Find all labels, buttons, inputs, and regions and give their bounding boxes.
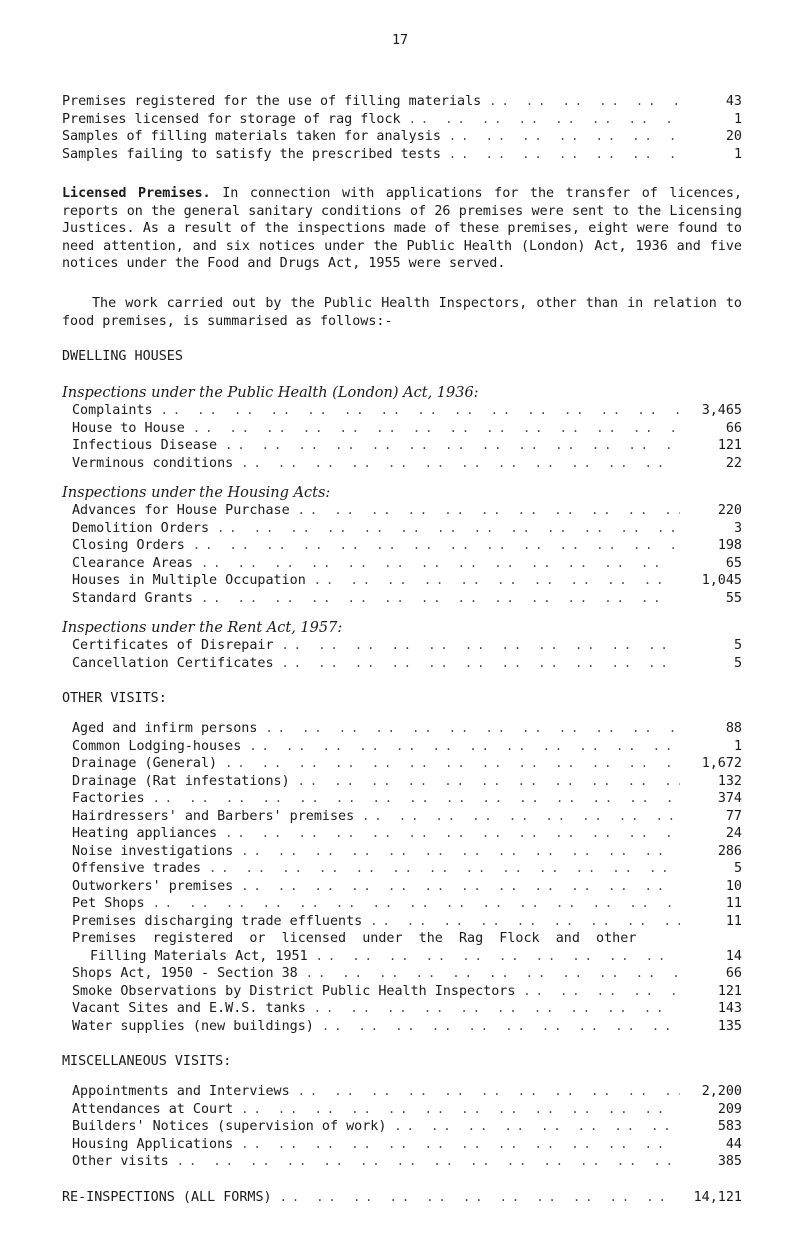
item-label: Drainage (General) bbox=[72, 756, 218, 772]
item-value: 1,045 bbox=[701, 573, 742, 589]
item-label: Hairdressers' and Barbers' premises bbox=[72, 808, 355, 824]
page-number: 17 bbox=[391, 33, 409, 48]
item-value: 20 bbox=[725, 129, 742, 144]
item-value: 5 bbox=[733, 638, 742, 654]
item-value: 220 bbox=[717, 503, 742, 519]
item-label: Standard Grants bbox=[72, 590, 193, 606]
item-value: 135 bbox=[717, 1018, 742, 1034]
item-label: Shops Act, 1950 - Section 38 bbox=[72, 966, 298, 982]
list-item bbox=[62, 983, 742, 1001]
item-label: Appointments and Interviews bbox=[72, 1084, 290, 1100]
item-value: 66 bbox=[725, 966, 742, 982]
item-label: House to House bbox=[72, 420, 185, 436]
item-label: Aged and infirm persons bbox=[72, 721, 258, 737]
item-label: Demolition Orders bbox=[72, 520, 210, 536]
item-label: Factories bbox=[72, 791, 145, 807]
list-item bbox=[62, 878, 742, 896]
list-item bbox=[62, 738, 742, 756]
list-item bbox=[62, 755, 742, 773]
item-label: Complaints bbox=[72, 403, 153, 419]
document-body bbox=[62, 93, 742, 1206]
item-value: 55 bbox=[725, 590, 742, 606]
item-value: 65 bbox=[725, 555, 742, 571]
filling-materials-list bbox=[62, 93, 742, 163]
list-item bbox=[62, 1083, 742, 1101]
list-item bbox=[62, 860, 742, 878]
item-value: 5 bbox=[733, 861, 742, 877]
list-item bbox=[62, 502, 742, 520]
item-value: 3,465 bbox=[701, 403, 742, 419]
item-label: Premises registered for the use of filling materials bbox=[62, 94, 482, 109]
list-item bbox=[62, 637, 742, 655]
list-item bbox=[62, 1136, 742, 1154]
item-label: Other visits bbox=[72, 1154, 169, 1170]
item-value: 121 bbox=[717, 438, 742, 454]
licensed-premises-paragraph bbox=[62, 185, 742, 273]
licensed-premises-heading: Licensed Premises. bbox=[62, 186, 211, 201]
list-item bbox=[62, 1118, 742, 1136]
item-value: 43 bbox=[725, 94, 742, 109]
item-value: 1 bbox=[733, 738, 742, 754]
item-value: 385 bbox=[717, 1154, 742, 1170]
item-label: Verminous conditions bbox=[72, 455, 234, 471]
item-value: 66 bbox=[725, 420, 742, 436]
list-item bbox=[62, 146, 742, 164]
item-label: Offensive trades bbox=[72, 861, 201, 877]
item-label: Houses in Multiple Occupation bbox=[72, 573, 306, 589]
dwelling-houses-heading: DWELLING HOUSES bbox=[62, 349, 183, 365]
item-value: 1 bbox=[733, 146, 742, 162]
item-label: Attendances at Court bbox=[72, 1101, 234, 1117]
reinspections-value: 14,121 bbox=[693, 1189, 742, 1205]
item-label: Drainage (Rat infestations) bbox=[72, 773, 290, 789]
item-value: 1 bbox=[733, 111, 742, 127]
list-item bbox=[62, 93, 742, 111]
item-value: 583 bbox=[717, 1119, 742, 1135]
miscellaneous-visits-heading: MISCELLANEOUS VISITS: bbox=[62, 1054, 232, 1070]
list-item bbox=[62, 825, 742, 843]
item-label: Water supplies (new buildings) bbox=[72, 1018, 314, 1034]
list-item bbox=[62, 843, 742, 861]
item-label: Samples of filling materials taken for analysis bbox=[62, 129, 441, 144]
item-value: 44 bbox=[725, 1136, 742, 1152]
item-value: 14 bbox=[725, 948, 742, 964]
item-label: Smoke Observations by District Public Health Inspectors bbox=[72, 983, 516, 999]
list-item bbox=[62, 1018, 742, 1036]
item-label: Premises discharging trade effluents bbox=[72, 913, 363, 929]
list-item bbox=[62, 590, 742, 608]
item-value: 132 bbox=[717, 773, 742, 789]
list-item bbox=[62, 455, 742, 473]
list-item bbox=[62, 895, 742, 913]
item-label: Filling Materials Act, 1951 bbox=[90, 948, 308, 964]
item-value: 209 bbox=[717, 1101, 742, 1117]
item-value: 22 bbox=[725, 455, 742, 471]
item-label: Clearance Areas bbox=[72, 555, 193, 571]
list-item bbox=[62, 402, 742, 420]
item-value: 3 bbox=[733, 520, 742, 536]
list-item bbox=[62, 655, 742, 673]
list-item bbox=[62, 948, 742, 966]
housing-acts-subheading: Inspections under the Housing Acts: bbox=[62, 485, 331, 502]
list-item bbox=[62, 520, 742, 538]
item-value: 77 bbox=[725, 808, 742, 824]
item-label: Noise investigations bbox=[72, 843, 234, 859]
list-item bbox=[62, 572, 742, 590]
list-item bbox=[62, 913, 742, 931]
item-label: Pet Shops bbox=[72, 896, 145, 912]
item-label: Certificates of Disrepair bbox=[72, 638, 274, 654]
item-value: 10 bbox=[725, 878, 742, 894]
item-label: Builders' Notices (supervision of work) bbox=[72, 1119, 387, 1135]
other-visits-heading: OTHER VISITS: bbox=[62, 691, 167, 707]
list-item bbox=[62, 420, 742, 438]
item-value: 2,200 bbox=[701, 1084, 742, 1100]
item-value: 374 bbox=[717, 791, 742, 807]
reinspections-label: RE-INSPECTIONS (ALL FORMS) bbox=[62, 1189, 272, 1205]
list-item bbox=[62, 790, 742, 808]
item-value: 24 bbox=[725, 826, 742, 842]
list-item bbox=[62, 555, 742, 573]
item-value: 11 bbox=[725, 913, 742, 929]
list-item bbox=[62, 111, 742, 129]
item-label: Common Lodging-houses bbox=[72, 738, 242, 754]
item-value: 88 bbox=[725, 721, 742, 737]
list-item bbox=[62, 1153, 742, 1171]
licensed-premises-text: In connection with applications for the transfer of licences, reports on the general sanitary conditions of 26 premises were sent to the Licensing Justices. As a result of the inspections made of these premises, eight were found to need attention, and six notices under the Public Health (London) Act, 1936 and five notices under the Food and Drugs Act, 1955 were served. bbox=[62, 186, 742, 272]
list-item bbox=[62, 808, 742, 826]
item-value: 286 bbox=[717, 843, 742, 859]
list-item bbox=[62, 720, 742, 738]
list-item bbox=[62, 128, 742, 146]
list-item bbox=[62, 965, 742, 983]
public-health-act-subheading: Inspections under the Public Health (London) Act, 1936: bbox=[62, 385, 479, 402]
item-label: Samples failing to satisfy the prescribed tests bbox=[62, 146, 441, 162]
item-label: Cancellation Certificates bbox=[72, 655, 274, 671]
list-item bbox=[62, 437, 742, 455]
item-label: Housing Applications bbox=[72, 1136, 234, 1152]
item-value: 5 bbox=[733, 655, 742, 671]
rag-flock-line-1: Premises registered or licensed under the Rag Flock and other bbox=[72, 931, 637, 947]
list-item bbox=[62, 1101, 742, 1119]
summary-paragraph: The work carried out by the Public Health Inspectors, other than in relation to food premises, is summarised as follows:- bbox=[62, 295, 742, 329]
list-item bbox=[62, 1000, 742, 1018]
rent-act-subheading: Inspections under the Rent Act, 1957: bbox=[62, 620, 343, 637]
reinspections-row bbox=[62, 1189, 742, 1207]
item-value: 11 bbox=[725, 896, 742, 912]
list-item bbox=[62, 773, 742, 791]
item-value: 1,672 bbox=[701, 756, 742, 772]
item-label: Vacant Sites and E.W.S. tanks bbox=[72, 1001, 306, 1017]
item-label: Closing Orders bbox=[72, 538, 185, 554]
item-value: 121 bbox=[717, 983, 742, 999]
item-label: Infectious Disease bbox=[72, 438, 218, 454]
item-label: Outworkers' premises bbox=[72, 878, 234, 894]
item-label: Premises licensed for storage of rag flock bbox=[62, 111, 401, 127]
item-value: 143 bbox=[717, 1001, 742, 1017]
item-value: 198 bbox=[717, 538, 742, 554]
list-item bbox=[62, 537, 742, 555]
item-label: Heating appliances bbox=[72, 826, 218, 842]
item-label: Advances for House Purchase bbox=[72, 503, 290, 519]
